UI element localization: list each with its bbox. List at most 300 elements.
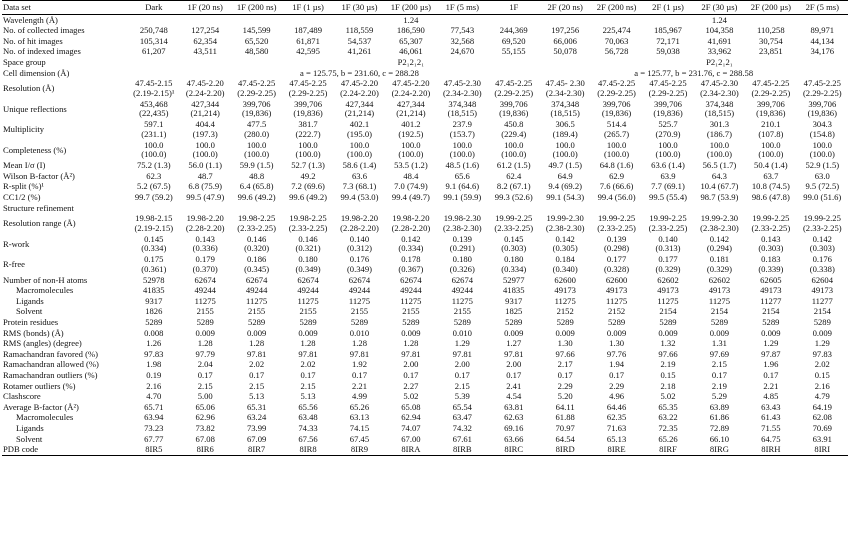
cell-value: 47.45-2.25 (495, 78, 533, 89)
table-cell: 2154 (710, 306, 729, 317)
table-cell: 2.41 (506, 380, 522, 391)
table-cell: 2.29 (609, 380, 625, 391)
table-row (2, 171, 848, 182)
table-cell (334, 255, 385, 276)
table-cell: 73.23 (144, 423, 164, 433)
cell-value-highres: (0.349) (346, 263, 372, 274)
cell-value: 47.45-2.25 (803, 78, 841, 89)
cell-value-highres: (0.294) (706, 243, 732, 254)
table-cell: 0.010 (452, 328, 472, 338)
table-cell: 61.2 (1.5) (496, 160, 531, 171)
table-cell: 70.97 (555, 423, 575, 433)
table-cell: 67.08 (195, 433, 215, 444)
table-cell: 64.8 (1.6) (599, 160, 634, 171)
cell-value: 427,344 (396, 99, 425, 109)
table-cell: 104,358 (705, 25, 734, 36)
table-cell: 32,568 (450, 36, 475, 46)
table-cell (282, 234, 333, 255)
table-cell: 2.21 (763, 380, 779, 391)
table-cell: 49173 (760, 285, 782, 296)
table-cell: 64.11 (555, 402, 575, 412)
table-cell: 7.6 (66.6) (599, 181, 634, 192)
column-header: 1F (20 ns) (180, 1, 231, 15)
table-cell: 98.7 (53.9) (700, 192, 739, 202)
cell-value: 47.45-2.25 (238, 78, 276, 89)
table-cell: 65.06 (195, 402, 215, 412)
table-cell: 4.96 (609, 391, 625, 402)
table-row (2, 392, 848, 403)
table-cell: 5289 (299, 317, 317, 327)
table-cell (694, 120, 745, 141)
cell-value: 399,706 (242, 99, 271, 109)
table-cell: 49244 (245, 285, 268, 296)
row-label: Ligands (16, 423, 44, 433)
cell-value-highres: (100.0) (141, 149, 167, 160)
table-cell: 4.99 (351, 391, 367, 402)
table-cell: 1.28 (351, 338, 367, 349)
cell-value: 100.0 (709, 140, 730, 150)
table-cell: 64.54 (555, 433, 575, 444)
row-label: No. of indexed images (3, 46, 81, 57)
table-cell: 63.94 (144, 412, 164, 423)
cell-value-highres: (21,214) (396, 108, 426, 119)
cell-value-highres: (21,214) (344, 108, 375, 119)
table-cell: 64.9 (557, 171, 573, 181)
table-cell: 1.31 (711, 338, 727, 349)
table-row (2, 381, 848, 392)
table-row (2, 413, 848, 424)
table-cell: 11275 (194, 296, 216, 306)
cell-value-highres: (18,515) (447, 108, 477, 119)
table-cell (180, 79, 231, 100)
table-cell: 0.19 (146, 370, 162, 380)
table-cell: 118,559 (345, 25, 374, 36)
cell-value-highres: (18,515) (550, 108, 580, 119)
cell-value-highres: (0.329) (706, 263, 732, 274)
table-cell: 63.48 (298, 412, 318, 423)
table-row (2, 339, 848, 350)
table-cell: 49173 (811, 285, 834, 296)
table-cell: 97.76 (606, 349, 627, 359)
cell-value-highres: (19,836) (756, 108, 786, 119)
row-label: Solvent (16, 433, 43, 444)
table-cell: 11275 (246, 296, 268, 306)
cell-value-highres: (0.367) (398, 263, 424, 274)
row-label: Completeness (%) (3, 144, 67, 155)
column-header: 2F (30 µs) (694, 1, 745, 15)
cell-value-highres: (19,836) (807, 108, 837, 119)
table-cell (385, 140, 436, 161)
table-cell: 2.04 (197, 359, 213, 370)
row-label: Ramachandran favored (%) (3, 349, 98, 359)
cell-value-highres: (0.326) (449, 263, 475, 274)
table-cell: 62600 (554, 275, 576, 285)
empty-cell (128, 203, 848, 214)
cell-value-highres: (0.291) (449, 243, 475, 254)
table-cell: 53.5 (1.2) (394, 160, 428, 171)
cell-value-highres: (270.9) (655, 128, 681, 139)
row-label: No. of collected images (3, 25, 85, 36)
table-cell: 11277 (760, 296, 782, 306)
table-cell: 63.6 (1.4) (651, 160, 685, 171)
table-cell: 8IR7 (231, 445, 282, 456)
cell-value: 399,706 (602, 99, 631, 109)
table-cell: 1.26 (146, 338, 162, 349)
cell-value: 100.0 (761, 140, 781, 150)
cell-value-highres: (0.334) (141, 243, 167, 254)
cell-value-highres: (100.0) (295, 149, 321, 160)
table-row (2, 445, 848, 456)
cell-value-highres: (100.0) (758, 149, 784, 160)
table-cell: 62.4 (506, 171, 522, 181)
table-cell: 2.19 (660, 359, 676, 370)
cell-value-highres: (18,515) (704, 108, 735, 119)
table-cell: 56.5 (1.7) (702, 160, 737, 171)
table-cell: 7.2 (69.6) (291, 181, 325, 192)
table-cell (334, 214, 385, 235)
table-cell (745, 255, 796, 276)
table-cell: 11275 (554, 296, 576, 306)
cell-value: 0.146 (298, 234, 318, 244)
cell-value-highres: (100.0) (706, 149, 732, 160)
table-cell: 0.009 (195, 328, 215, 338)
table-cell: 2.02 (249, 359, 265, 370)
table-cell (591, 255, 642, 276)
table-cell: 0.17 (609, 370, 625, 380)
row-label: CC1/2 (%) (3, 192, 41, 202)
table-cell: 0.009 (658, 328, 678, 338)
table-cell: 5.29 (711, 391, 727, 402)
table-cell: 52977 (503, 275, 525, 285)
table-row (2, 234, 848, 255)
table-cell: 62.63 (504, 412, 524, 423)
cell-value-highres: (2.24-2.20) (340, 87, 379, 98)
table-cell: 5289 (813, 317, 831, 327)
table-cell (128, 234, 179, 255)
table-cell: 1826 (145, 306, 163, 317)
table-cell: 2.16 (146, 380, 162, 391)
table-cell (694, 79, 745, 100)
cell-value: 0.184 (555, 254, 575, 265)
row-label: Ramachandran allowed (%) (3, 359, 99, 370)
table-cell: 74.33 (298, 423, 318, 433)
cell-value-highres: (100.0) (192, 149, 218, 160)
table-cell: 49244 (451, 285, 474, 296)
column-header: 2F (5 ms) (797, 1, 848, 15)
table-cell: 63.66 (504, 433, 524, 444)
cell-value: 100.0 (812, 140, 832, 150)
table-cell: 49173 (708, 285, 731, 296)
table-cell: 1.28 (300, 338, 316, 349)
table-cell: 2155 (248, 306, 266, 317)
table-cell: 62.08 (812, 412, 832, 423)
column-header: 2F (1 µs) (642, 1, 693, 15)
row-label: RMS (bonds) (Å) (3, 328, 64, 338)
cell-value-highres: (100.0) (604, 149, 630, 160)
cell-value: 450.8 (504, 119, 524, 130)
cell-value: 100.0 (349, 140, 370, 150)
table-cell: 105,314 (139, 36, 168, 46)
cell-value: 401.2 (401, 119, 421, 130)
table-cell (231, 79, 282, 100)
cell-value: 301.3 (709, 119, 730, 130)
column-header: 1F (1 µs) (282, 1, 333, 15)
cell-value: 47.45-2.25 (597, 78, 636, 89)
cell-value: 47.45-2.25 (649, 78, 687, 89)
table-cell: 2.19 (711, 380, 727, 391)
cell-value-highres: (280.0) (244, 128, 270, 139)
table-cell: 50.4 (1.4) (754, 160, 788, 171)
cell-value-highres: (2.24-2.20) (391, 87, 431, 98)
table-cell: 97.69 (709, 349, 730, 359)
cell-value-highres: (0.361) (141, 263, 167, 274)
cell-value: 237.9 (452, 119, 472, 130)
table-cell (437, 99, 488, 120)
cell-value-highres: (2.33-2.25) (494, 222, 534, 233)
merged-cell: 1.24 (403, 14, 419, 25)
table-cell (539, 140, 590, 161)
table-cell: 8IRE (591, 445, 642, 456)
table-cell: 2154 (659, 306, 677, 317)
table-cell (128, 140, 179, 161)
cell-value-highres: (100.0) (449, 149, 475, 160)
table-cell: 23,851 (759, 46, 783, 57)
table-cell (180, 140, 231, 161)
table-cell: 6.8 (75.9) (188, 181, 223, 192)
column-header-dataset: Data set (2, 1, 128, 15)
cell-value: 100.0 (452, 140, 472, 150)
table-cell: 5.2 (67.5) (136, 181, 171, 192)
cell-value-highres: (0.320) (244, 243, 270, 254)
table-cell: 52.7 (1.3) (291, 160, 325, 171)
table-cell: 62600 (605, 275, 628, 285)
table-cell: 97.81 (504, 349, 524, 359)
table-cell (539, 79, 590, 100)
table-cell: 97.66 (555, 349, 575, 359)
table-cell (642, 120, 693, 141)
table-body (2, 15, 848, 456)
table-cell: 63.43 (761, 402, 781, 412)
cell-value: 399,706 (808, 99, 837, 109)
table-cell: 62602 (708, 275, 731, 285)
merged-cell: P2₁2₁2₁ (706, 57, 733, 67)
cell-value-highres: (153.7) (449, 128, 475, 139)
table-cell: 33,962 (707, 46, 732, 57)
table-cell: 67.45 (349, 433, 370, 444)
table-cell (437, 120, 488, 141)
table-cell: 63.13 (349, 412, 370, 423)
table-cell: 49244 (348, 285, 371, 296)
table-cell: 66.10 (709, 433, 730, 444)
table-cell (385, 99, 436, 120)
cell-value: 100.0 (144, 140, 164, 150)
table-cell (539, 214, 590, 235)
crystallography-statistics-table (2, 0, 848, 456)
table-cell: 0.17 (506, 370, 522, 380)
table-cell: 63.9 (660, 171, 676, 181)
table-cell: 49173 (554, 285, 576, 296)
table-cell: 2.27 (403, 380, 419, 391)
table-cell (180, 234, 231, 255)
row-label: Mean I/σ (I) (3, 160, 46, 171)
row-label: RMS (angles) (degree) (3, 338, 82, 349)
cell-value: 47.45-2.25 (289, 78, 327, 89)
table-cell: 75.2 (1.3) (136, 160, 171, 171)
table-cell (745, 234, 796, 255)
cell-value-highres: (0.345) (244, 263, 270, 274)
cell-value-highres: (19,836) (653, 108, 683, 119)
table-cell: 62674 (400, 275, 422, 285)
table-cell: 2.17 (557, 359, 573, 370)
cell-value: 0.177 (658, 254, 678, 265)
cell-value-highres: (2.28-2.20) (185, 222, 225, 233)
table-cell (591, 79, 642, 100)
table-cell: 65.26 (658, 433, 678, 444)
cell-value-highres: (2.34-2.30) (545, 87, 585, 98)
table-cell: 24,670 (450, 46, 475, 57)
cell-value: 19.99-2.30 (546, 213, 584, 224)
table-cell: 97.81 (246, 349, 267, 359)
table-cell (282, 99, 333, 120)
table-cell: 99.5 (47.9) (186, 192, 225, 202)
row-label: Macromolecules (16, 285, 74, 296)
cell-value-highres: (19,836) (293, 108, 323, 119)
table-cell (231, 234, 282, 255)
table-cell: 0.17 (763, 370, 779, 380)
cell-value: 19.98-2.25 (289, 213, 327, 224)
table-cell: 65.54 (452, 402, 472, 412)
table-cell (539, 234, 590, 255)
table-cell: 5289 (659, 317, 677, 327)
column-header: 2F (20 ns) (539, 1, 590, 15)
cell-value: 0.186 (246, 254, 267, 265)
table-cell (231, 99, 282, 120)
table-cell: 11275 (297, 296, 319, 306)
cell-value-highres: (100.0) (398, 149, 424, 160)
cell-value-highres: (0.338) (809, 263, 835, 274)
table-cell: 63.81 (504, 402, 524, 412)
cell-value-highres: (2.28-2.20) (391, 222, 431, 233)
cell-value-highres: (2.33-2.25) (648, 222, 688, 233)
table-cell: 2.15 (300, 380, 316, 391)
column-header: 2F (200 µs) (745, 1, 796, 15)
cell-value-highres: (100.0) (244, 149, 270, 160)
table-cell: 0.009 (761, 328, 781, 338)
table-cell (385, 214, 436, 235)
table-cell (385, 120, 436, 141)
cell-value-highres: (2.29-2.25) (237, 87, 276, 98)
table-cell: 64.19 (812, 402, 832, 412)
table-cell: 99.6 (49.2) (237, 192, 276, 202)
cell-value: 47.45-2.25 (752, 78, 790, 89)
cell-value: 0.179 (195, 254, 215, 265)
table-cell (385, 79, 436, 100)
table-cell: 61.43 (761, 412, 781, 423)
table-cell (231, 140, 282, 161)
cell-value: 47.45-2.30 (443, 78, 481, 89)
cell-value: 0.143 (761, 234, 781, 244)
table-cell: 2.21 (351, 380, 367, 391)
cell-value-highres: (0.329) (655, 263, 681, 274)
table-cell: 2.15 (197, 380, 213, 391)
table-cell: 62674 (245, 275, 268, 285)
table-cell: 59,038 (656, 46, 680, 57)
cell-value-highres: (222.7) (295, 128, 321, 139)
cell-value: 374,348 (705, 99, 734, 109)
row-label: Resolution range (Å) (3, 218, 76, 229)
table-cell: 1.92 (351, 359, 367, 370)
cell-value-highres: (0.334) (501, 263, 527, 274)
table-cell: 49244 (400, 285, 422, 296)
cell-value: 0.142 (709, 234, 730, 244)
cell-value: 306.5 (555, 119, 575, 130)
cell-value: 100.0 (298, 140, 318, 150)
table-cell: 48,580 (244, 46, 269, 57)
table-cell: 1.32 (660, 338, 676, 349)
table-cell: 8IR9 (334, 445, 385, 456)
table-row (2, 349, 848, 360)
cell-value-highres: (2.38-2.30) (545, 222, 585, 233)
cell-value: 0.176 (812, 254, 832, 265)
table-cell: 11275 (708, 296, 731, 306)
table-cell (797, 79, 848, 100)
table-cell: 62.9 (609, 171, 625, 181)
cell-value: 0.177 (606, 254, 627, 265)
table-cell: 8IRI (797, 445, 848, 456)
table-cell: 62,354 (193, 36, 218, 46)
cell-value: 427,344 (345, 99, 374, 109)
table-cell: 55,155 (501, 46, 526, 57)
table-cell: 0.009 (246, 328, 267, 338)
table-cell (694, 99, 745, 120)
row-label: Structure refinement (3, 202, 74, 213)
table-cell: 65,307 (399, 36, 423, 46)
table-cell: 8IR5 (128, 445, 179, 456)
table-cell (745, 99, 796, 120)
cell-value: 47.45- 2.30 (545, 78, 585, 89)
table-cell: 72,171 (656, 36, 680, 46)
table-cell: 0.15 (660, 370, 676, 380)
table-cell: 71.63 (606, 423, 627, 433)
table-row (2, 286, 848, 297)
table-cell: 4.54 (506, 391, 522, 402)
table-cell: 65.56 (298, 402, 318, 412)
table-row (2, 26, 848, 37)
table-cell (591, 214, 642, 235)
cell-value-highres: (2.33-2.25) (751, 222, 791, 233)
table-cell (334, 140, 385, 161)
cell-value: 399,706 (294, 99, 323, 109)
table-cell (745, 140, 796, 161)
row-label: Clashscore (3, 391, 41, 402)
table-row (2, 307, 848, 318)
table-cell: 10.4 (67.7) (700, 181, 739, 192)
table-cell: 1.29 (763, 338, 779, 349)
table-cell: 2.00 (454, 359, 470, 370)
table-cell: 1.94 (609, 359, 625, 370)
cell-value-highres: (192.5) (398, 128, 424, 139)
column-header: 1F (200 µs) (385, 1, 436, 15)
table-cell: 61.86 (709, 412, 730, 423)
table-cell: 5289 (196, 317, 214, 327)
cell-value-highres: (2.29-2.25) (751, 87, 791, 98)
table-cell (334, 120, 385, 141)
table-cell (334, 79, 385, 100)
cell-value: 0.143 (195, 234, 215, 244)
table-cell: 7.0 (74.9) (394, 181, 428, 192)
table-cell: 99.7 (59.2) (134, 192, 173, 202)
table-cell: 197,256 (551, 25, 580, 36)
